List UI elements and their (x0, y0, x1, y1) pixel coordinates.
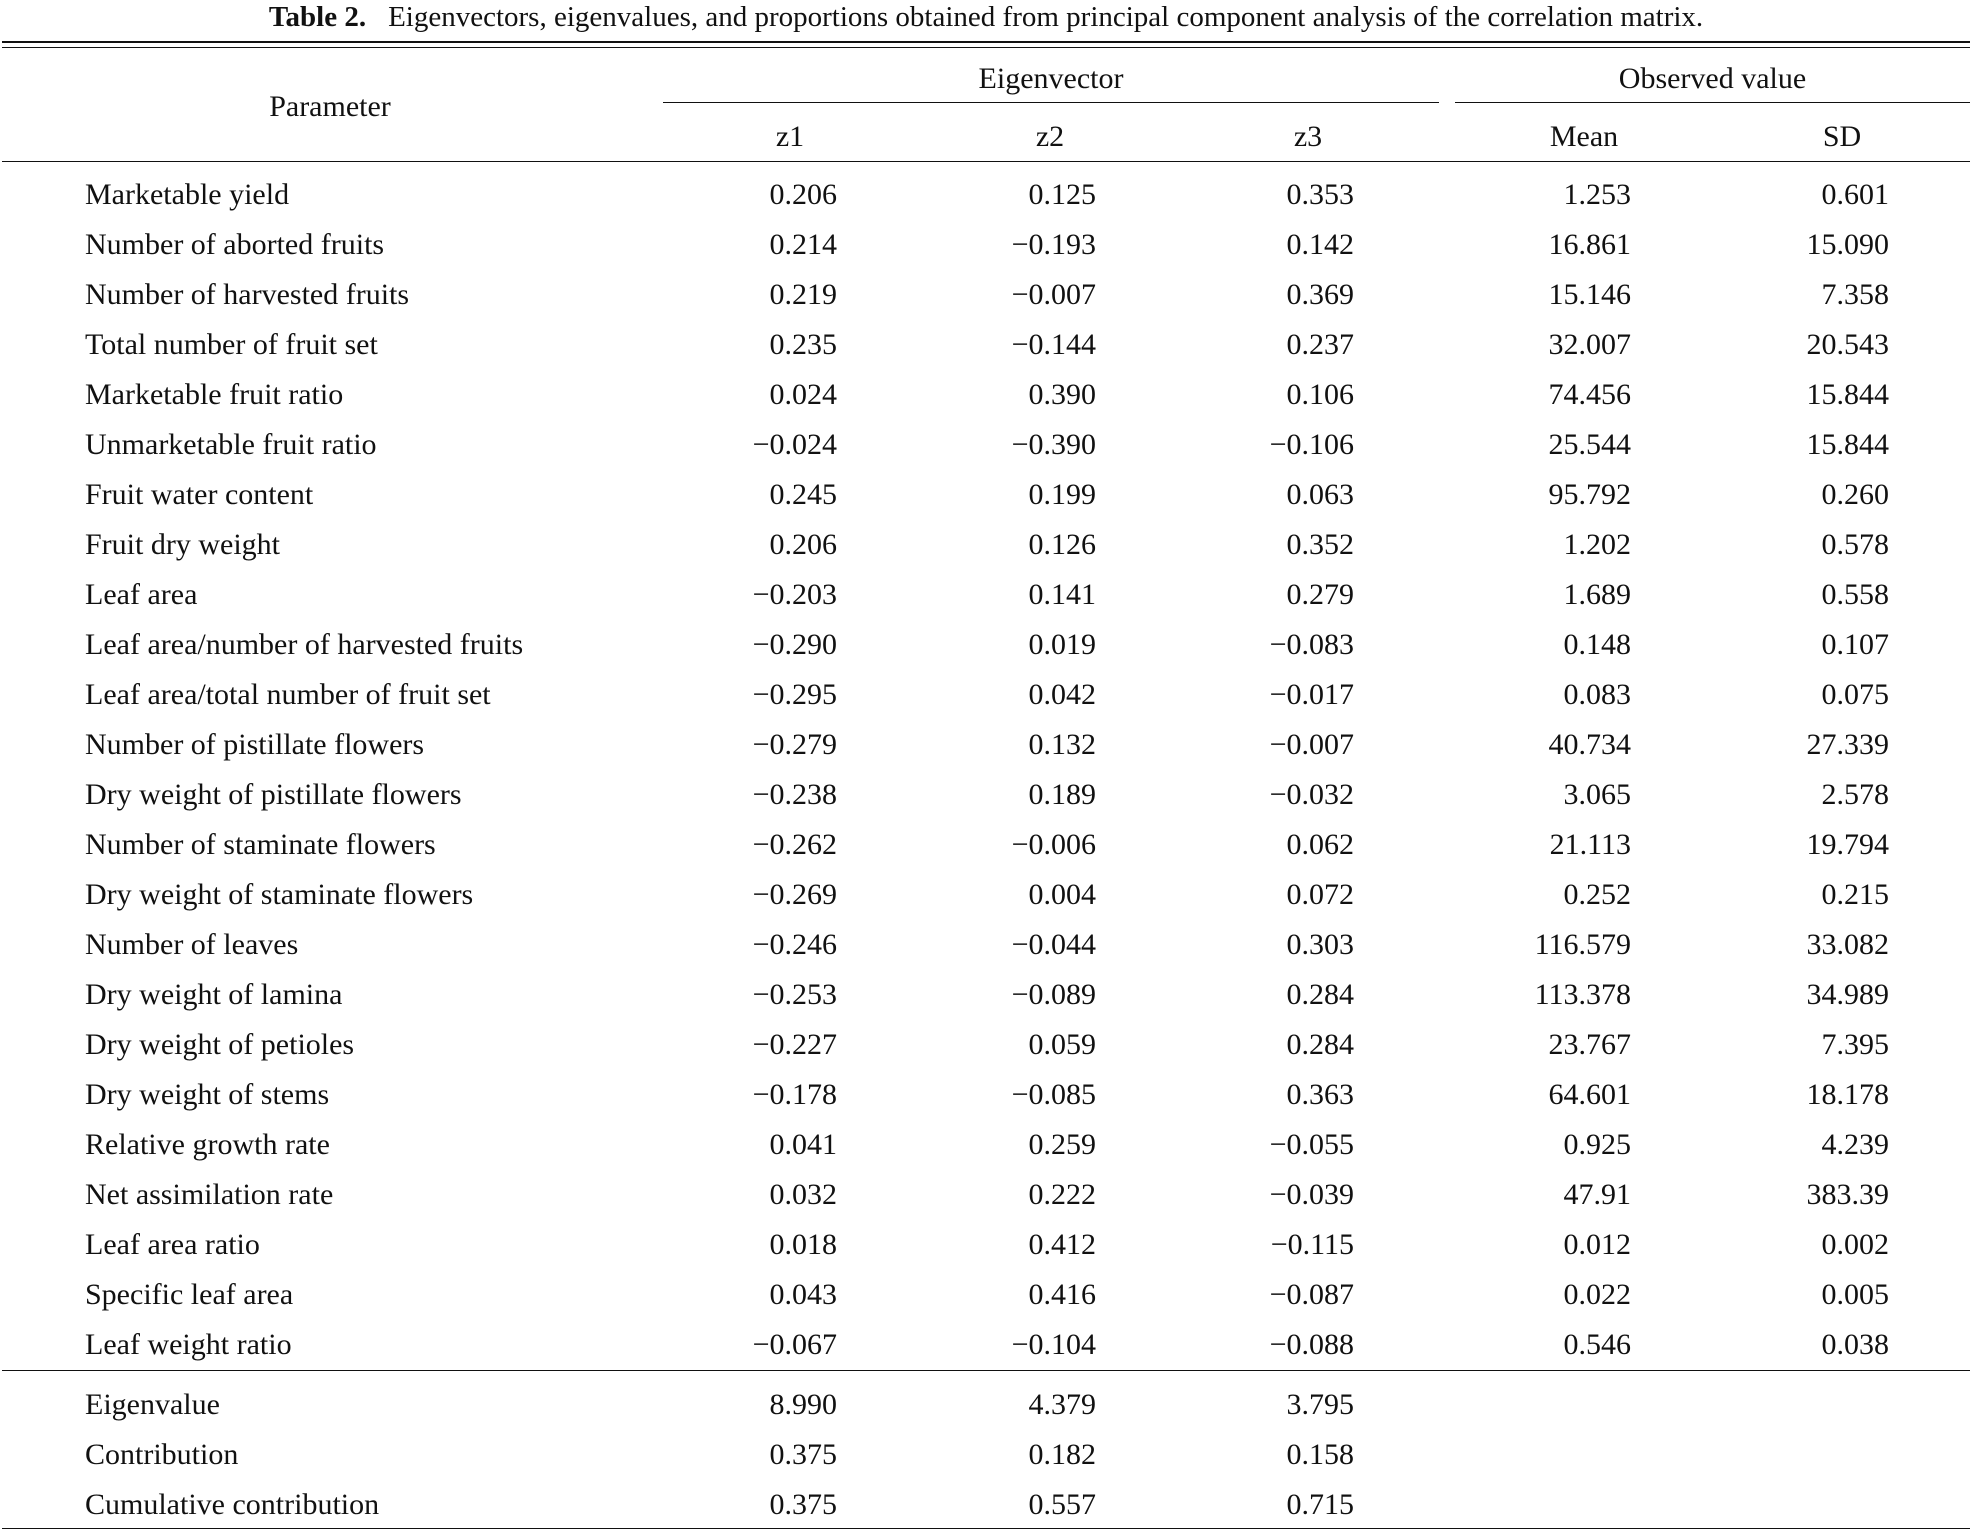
cell-sd: 7.358 (1821, 278, 1889, 311)
eigenvector-span-rule (663, 102, 1439, 103)
header-z3: z3 (1293, 120, 1323, 153)
cell-z3: 0.353 (1286, 178, 1354, 211)
cell-z3: 3.795 (1286, 1388, 1354, 1421)
table-row (0, 220, 1972, 270)
cell-parameter: Dry weight of staminate flowers (85, 878, 474, 911)
table-row (0, 820, 1972, 870)
cell-z1: −0.290 (752, 628, 837, 661)
cell-parameter: Eigenvalue (85, 1388, 220, 1421)
cell-mean: 113.378 (1534, 978, 1631, 1011)
cell-z2: −0.089 (1011, 978, 1096, 1011)
header-parameter: Parameter (269, 90, 391, 123)
cell-z1: −0.203 (752, 578, 837, 611)
cell-sd: 20.543 (1806, 328, 1889, 361)
cell-sd: 2.578 (1821, 778, 1889, 811)
cell-z1: 0.206 (769, 528, 837, 561)
cell-z1: 0.375 (769, 1438, 837, 1471)
table-row (0, 520, 1972, 570)
cell-parameter: Net assimilation rate (85, 1178, 334, 1211)
cell-z1: −0.262 (752, 828, 837, 861)
cell-parameter: Number of harvested fruits (85, 278, 410, 311)
table-row (0, 1320, 1972, 1370)
cell-parameter: Contribution (85, 1438, 239, 1471)
cell-z2: 0.059 (1028, 1028, 1096, 1061)
table-row (0, 370, 1972, 420)
cell-z3: −0.032 (1269, 778, 1354, 811)
cell-z1: −0.269 (752, 878, 837, 911)
cell-mean: 21.113 (1549, 828, 1631, 861)
cell-sd: 15.844 (1806, 378, 1889, 411)
table-row (0, 920, 1972, 970)
cell-parameter: Dry weight of lamina (85, 978, 343, 1011)
cell-z2: 0.416 (1028, 1278, 1096, 1311)
cell-sd: 34.989 (1806, 978, 1889, 1011)
cell-sd: 0.558 (1821, 578, 1889, 611)
cell-sd: 383.39 (1806, 1178, 1889, 1211)
cell-z1: 0.235 (769, 328, 837, 361)
table-row (0, 670, 1972, 720)
cell-z3: −0.039 (1269, 1178, 1354, 1211)
cell-z3: 0.369 (1286, 278, 1354, 311)
cell-z1: −0.238 (752, 778, 837, 811)
cell-z1: 0.245 (769, 478, 837, 511)
cell-z1: −0.279 (752, 728, 837, 761)
cell-mean: 74.456 (1548, 378, 1631, 411)
table-row (0, 870, 1972, 920)
table-row (0, 1220, 1972, 1270)
cell-z2: 0.390 (1028, 378, 1096, 411)
cell-z2: 0.199 (1028, 478, 1096, 511)
summary-row (0, 1380, 1972, 1430)
header-eigenvector: Eigenvector (978, 62, 1124, 95)
cell-z2: −0.144 (1011, 328, 1096, 361)
cell-z2: 4.379 (1028, 1388, 1096, 1421)
cell-mean: 0.252 (1563, 878, 1631, 911)
table-caption-label: Table 2. (268, 1, 367, 33)
cell-z2: 0.019 (1028, 628, 1096, 661)
cell-mean: 0.012 (1563, 1228, 1631, 1261)
cell-z2: −0.044 (1011, 928, 1096, 961)
top-rule (2, 41, 1970, 43)
cell-mean: 16.861 (1548, 228, 1631, 261)
table-row (0, 1070, 1972, 1120)
cell-z3: −0.007 (1269, 728, 1354, 761)
cell-parameter: Marketable fruit ratio (85, 378, 344, 411)
cell-z3: 0.106 (1286, 378, 1354, 411)
table-row (0, 620, 1972, 670)
cell-z1: 0.024 (769, 378, 837, 411)
cell-z1: −0.227 (752, 1028, 837, 1061)
cell-mean: 0.925 (1563, 1128, 1631, 1161)
table-row (0, 420, 1972, 470)
cell-sd: 0.260 (1821, 478, 1889, 511)
cell-parameter: Fruit dry weight (85, 528, 280, 561)
cell-mean: 0.148 (1563, 628, 1631, 661)
cell-mean: 23.767 (1548, 1028, 1631, 1061)
cell-z3: 0.072 (1286, 878, 1354, 911)
cell-parameter: Number of leaves (85, 928, 299, 961)
cell-parameter: Leaf area/total number of fruit set (85, 678, 491, 711)
header-z2: z2 (1035, 120, 1065, 153)
cell-z2: 0.222 (1028, 1178, 1096, 1211)
cell-sd: 19.794 (1806, 828, 1889, 861)
cell-parameter: Specific leaf area (85, 1278, 294, 1311)
cell-sd: 15.844 (1806, 428, 1889, 461)
cell-z3: 0.142 (1286, 228, 1354, 261)
cell-z2: 0.189 (1028, 778, 1096, 811)
cell-z1: 0.041 (769, 1128, 837, 1161)
cell-parameter: Number of aborted fruits (85, 228, 385, 261)
cell-mean: 3.065 (1563, 778, 1631, 811)
cell-parameter: Marketable yield (85, 178, 290, 211)
cell-parameter: Dry weight of pistillate flowers (85, 778, 462, 811)
cell-z3: −0.087 (1269, 1278, 1354, 1311)
cell-sd: 15.090 (1806, 228, 1889, 261)
cell-z2: 0.182 (1028, 1438, 1096, 1471)
cell-parameter: Dry weight of petioles (85, 1028, 355, 1061)
cell-sd: 18.178 (1806, 1078, 1889, 1111)
cell-mean: 64.601 (1548, 1078, 1631, 1111)
cell-z3: −0.088 (1269, 1328, 1354, 1361)
cell-z2: −0.104 (1011, 1328, 1096, 1361)
cell-mean: 15.146 (1548, 278, 1631, 311)
cell-mean: 32.007 (1548, 328, 1631, 361)
table-row (0, 970, 1972, 1020)
table-caption-text: Eigenvectors, eigenvalues, and proportions obtained from principal component analysis of the correlation matrix. (388, 1, 1704, 33)
table-row (0, 570, 1972, 620)
cell-sd: 0.107 (1821, 628, 1889, 661)
cell-sd: 4.239 (1821, 1128, 1889, 1161)
cell-z1: 0.375 (769, 1488, 837, 1521)
body-bottom-rule (2, 1370, 1970, 1371)
header-bottom-rule (2, 161, 1970, 162)
cell-z2: 0.126 (1028, 528, 1096, 561)
cell-mean: 25.544 (1548, 428, 1631, 461)
cell-z2: 0.412 (1028, 1228, 1096, 1261)
cell-z2: −0.390 (1011, 428, 1096, 461)
cell-mean: 1.689 (1563, 578, 1631, 611)
cell-z1: −0.024 (752, 428, 837, 461)
cell-z1: −0.246 (752, 928, 837, 961)
table-row (0, 1020, 1972, 1070)
cell-z1: 0.206 (769, 178, 837, 211)
table-row (0, 1270, 1972, 1320)
cell-sd: 0.075 (1821, 678, 1889, 711)
cell-z1: 0.219 (769, 278, 837, 311)
cell-z3: 0.352 (1286, 528, 1354, 561)
cell-z2: −0.193 (1011, 228, 1096, 261)
cell-parameter: Leaf area ratio (85, 1228, 260, 1261)
cell-parameter: Number of staminate flowers (85, 828, 436, 861)
cell-z2: −0.007 (1011, 278, 1096, 311)
observed-span-rule (1455, 102, 1970, 103)
cell-mean: 0.022 (1563, 1278, 1631, 1311)
header-z1: z1 (775, 120, 805, 153)
cell-z3: 0.284 (1286, 978, 1354, 1011)
cell-sd: 0.005 (1821, 1278, 1889, 1311)
cell-z1: 0.214 (769, 228, 837, 261)
header-sd: SD (1822, 120, 1862, 153)
cell-mean: 0.083 (1563, 678, 1631, 711)
cell-z1: −0.295 (752, 678, 837, 711)
cell-mean: 116.579 (1534, 928, 1631, 961)
summary-row (0, 1480, 1972, 1530)
cell-parameter: Leaf area/number of harvested fruits (85, 628, 524, 661)
cell-z3: 0.715 (1286, 1488, 1354, 1521)
table-row (0, 320, 1972, 370)
cell-sd: 27.339 (1806, 728, 1889, 761)
table-row (0, 770, 1972, 820)
cell-z3: −0.106 (1269, 428, 1354, 461)
cell-z3: −0.115 (1270, 1228, 1354, 1261)
cell-sd: 0.215 (1821, 878, 1889, 911)
cell-mean: 1.253 (1563, 178, 1631, 211)
cell-z2: 0.042 (1028, 678, 1096, 711)
cell-z1: 0.018 (769, 1228, 837, 1261)
cell-parameter: Unmarketable fruit ratio (85, 428, 377, 461)
cell-z2: −0.085 (1011, 1078, 1096, 1111)
cell-mean: 0.546 (1563, 1328, 1631, 1361)
summary-row (0, 1430, 1972, 1480)
cell-mean: 95.792 (1548, 478, 1631, 511)
cell-sd: 0.038 (1821, 1328, 1889, 1361)
cell-z1: 0.032 (769, 1178, 837, 1211)
cell-z3: 0.363 (1286, 1078, 1354, 1111)
cell-sd: 0.601 (1821, 178, 1889, 211)
cell-mean: 1.202 (1563, 528, 1631, 561)
cell-z2: 0.141 (1028, 578, 1096, 611)
cell-z3: −0.083 (1269, 628, 1354, 661)
cell-z3: 0.158 (1286, 1438, 1354, 1471)
header-observed-value: Observed value (1618, 62, 1807, 95)
cell-mean: 47.91 (1563, 1178, 1631, 1211)
table-row (0, 270, 1972, 320)
cell-z1: 8.990 (769, 1388, 837, 1421)
cell-parameter: Cumulative contribution (85, 1488, 380, 1521)
cell-sd: 0.002 (1821, 1228, 1889, 1261)
cell-z2: 0.259 (1028, 1128, 1096, 1161)
cell-z2: 0.132 (1028, 728, 1096, 761)
cell-parameter: Leaf weight ratio (85, 1328, 292, 1361)
table-row (0, 1120, 1972, 1170)
table-caption (0, 1, 1972, 33)
cell-z3: 0.062 (1286, 828, 1354, 861)
top-rule-inner (2, 47, 1970, 48)
table-row (0, 720, 1972, 770)
cell-z2: 0.004 (1028, 878, 1096, 911)
cell-z1: −0.178 (752, 1078, 837, 1111)
cell-parameter: Leaf area (85, 578, 198, 611)
cell-z2: −0.006 (1011, 828, 1096, 861)
table-row (0, 1170, 1972, 1220)
cell-parameter: Number of pistillate flowers (85, 728, 425, 761)
cell-z2: 0.125 (1028, 178, 1096, 211)
cell-parameter: Fruit water content (85, 478, 314, 511)
cell-parameter: Dry weight of stems (85, 1078, 330, 1111)
cell-z3: 0.237 (1286, 328, 1354, 361)
table-row (0, 470, 1972, 520)
header-mean: Mean (1549, 120, 1619, 153)
cell-parameter: Total number of fruit set (85, 328, 378, 361)
cell-z3: 0.303 (1286, 928, 1354, 961)
cell-sd: 33.082 (1806, 928, 1889, 961)
cell-z3: 0.279 (1286, 578, 1354, 611)
cell-z3: −0.055 (1269, 1128, 1354, 1161)
cell-z1: −0.067 (752, 1328, 837, 1361)
cell-mean: 40.734 (1548, 728, 1631, 761)
cell-sd: 7.395 (1821, 1028, 1889, 1061)
cell-z1: −0.253 (752, 978, 837, 1011)
cell-parameter: Relative growth rate (85, 1128, 330, 1161)
cell-z2: 0.557 (1028, 1488, 1096, 1521)
cell-sd: 0.578 (1821, 528, 1889, 561)
cell-z3: 0.284 (1286, 1028, 1354, 1061)
table-bottom-rule (2, 1528, 1970, 1529)
cell-z3: −0.017 (1269, 678, 1354, 711)
cell-z1: 0.043 (769, 1278, 837, 1311)
cell-z3: 0.063 (1286, 478, 1354, 511)
table-row (0, 170, 1972, 220)
